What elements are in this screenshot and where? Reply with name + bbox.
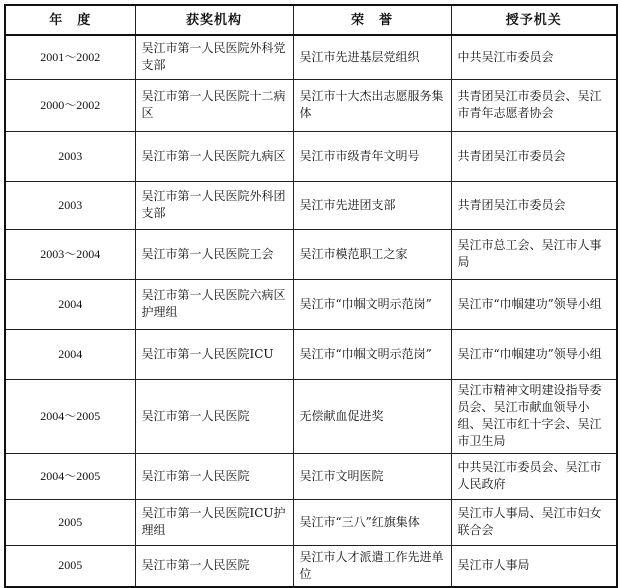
header-granting-authority: 授予机关 [451,5,617,35]
cell-authority: 吴江市精神文明建设指导委员会、吴江市献血领导小组、吴江市红十字会、吴江市卫生局 [451,379,617,453]
table-row [5,379,617,453]
cell-year: 2001～2002 [5,35,135,79]
header-honor: 荣 誉 [293,5,451,35]
cell-organization: 吴江市第一人民医院十二病区 [135,79,293,131]
cell-authority: 中共吴江市委员会、吴江市人民政府 [451,453,617,499]
table-row [5,181,617,229]
table-row [5,545,617,587]
cell-authority: 共青团吴江市委员会、吴江市青年志愿者协会 [451,79,617,131]
table-row [5,79,617,131]
cell-honor: 吴江市人才派遣工作先进单位 [293,545,451,587]
awards-table-container [4,4,616,580]
cell-organization: 吴江市第一人民医院外科团支部 [135,181,293,229]
cell-honor: 吴江市市级青年文明号 [293,131,451,181]
cell-year: 2000～2002 [5,79,135,131]
cell-honor: 吴江市“巾帼文明示范岗” [293,329,451,379]
cell-organization: 吴江市第一人民医院九病区 [135,131,293,181]
cell-organization: 吴江市第一人民医院ICU [135,329,293,379]
cell-organization: 吴江市第一人民医院六病区护理组 [135,279,293,329]
cell-organization: 吴江市第一人民医院 [135,545,293,587]
cell-year: 2003～2004 [5,229,135,279]
table-row [5,329,617,379]
cell-year: 2003 [5,131,135,181]
cell-authority: 吴江市人事局、吴江市妇女联合会 [451,499,617,545]
cell-authority: 吴江市“巾帼建功”领导小组 [451,279,617,329]
cell-honor: 无偿献血促进奖 [293,379,451,453]
cell-year: 2003 [5,181,135,229]
cell-organization: 吴江市第一人民医院 [135,453,293,499]
cell-honor: 吴江市十大杰出志愿服务集体 [293,79,451,131]
cell-authority: 中共吴江市委员会 [451,35,617,79]
table-row [5,453,617,499]
table-row [5,279,617,329]
cell-honor: 吴江市“三八”红旗集体 [293,499,451,545]
cell-honor: 吴江市先进团支部 [293,181,451,229]
cell-year: 2004～2005 [5,453,135,499]
cell-year: 2004～2005 [5,379,135,453]
cell-honor: 吴江市“巾帼文明示范岗” [293,279,451,329]
cell-authority: 吴江市总工会、吴江市人事局 [451,229,617,279]
cell-honor: 吴江市模范职工之家 [293,229,451,279]
cell-year: 2004 [5,329,135,379]
cell-organization: 吴江市第一人民医院工会 [135,229,293,279]
cell-year: 2004 [5,279,135,329]
table-row [5,229,617,279]
table-row [5,131,617,181]
cell-authority: 共青团吴江市委员会 [451,131,617,181]
header-organization: 获奖机构 [135,5,293,35]
cell-honor: 吴江市文明医院 [293,453,451,499]
cell-organization: 吴江市第一人民医院外科党支部 [135,35,293,79]
table-row [5,499,617,545]
cell-authority: 吴江市人事局 [451,545,617,587]
cell-year: 2005 [5,545,135,587]
awards-table [4,4,618,588]
cell-authority: 吴江市“巾帼建功”领导小组 [451,329,617,379]
header-year: 年 度 [5,5,135,35]
cell-authority: 共青团吴江市委员会 [451,181,617,229]
cell-year: 2005 [5,499,135,545]
table-header-row [5,5,617,35]
cell-organization: 吴江市第一人民医院ICU护理组 [135,499,293,545]
table-row [5,35,617,79]
cell-honor: 吴江市先进基层党组织 [293,35,451,79]
cell-organization: 吴江市第一人民医院 [135,379,293,453]
